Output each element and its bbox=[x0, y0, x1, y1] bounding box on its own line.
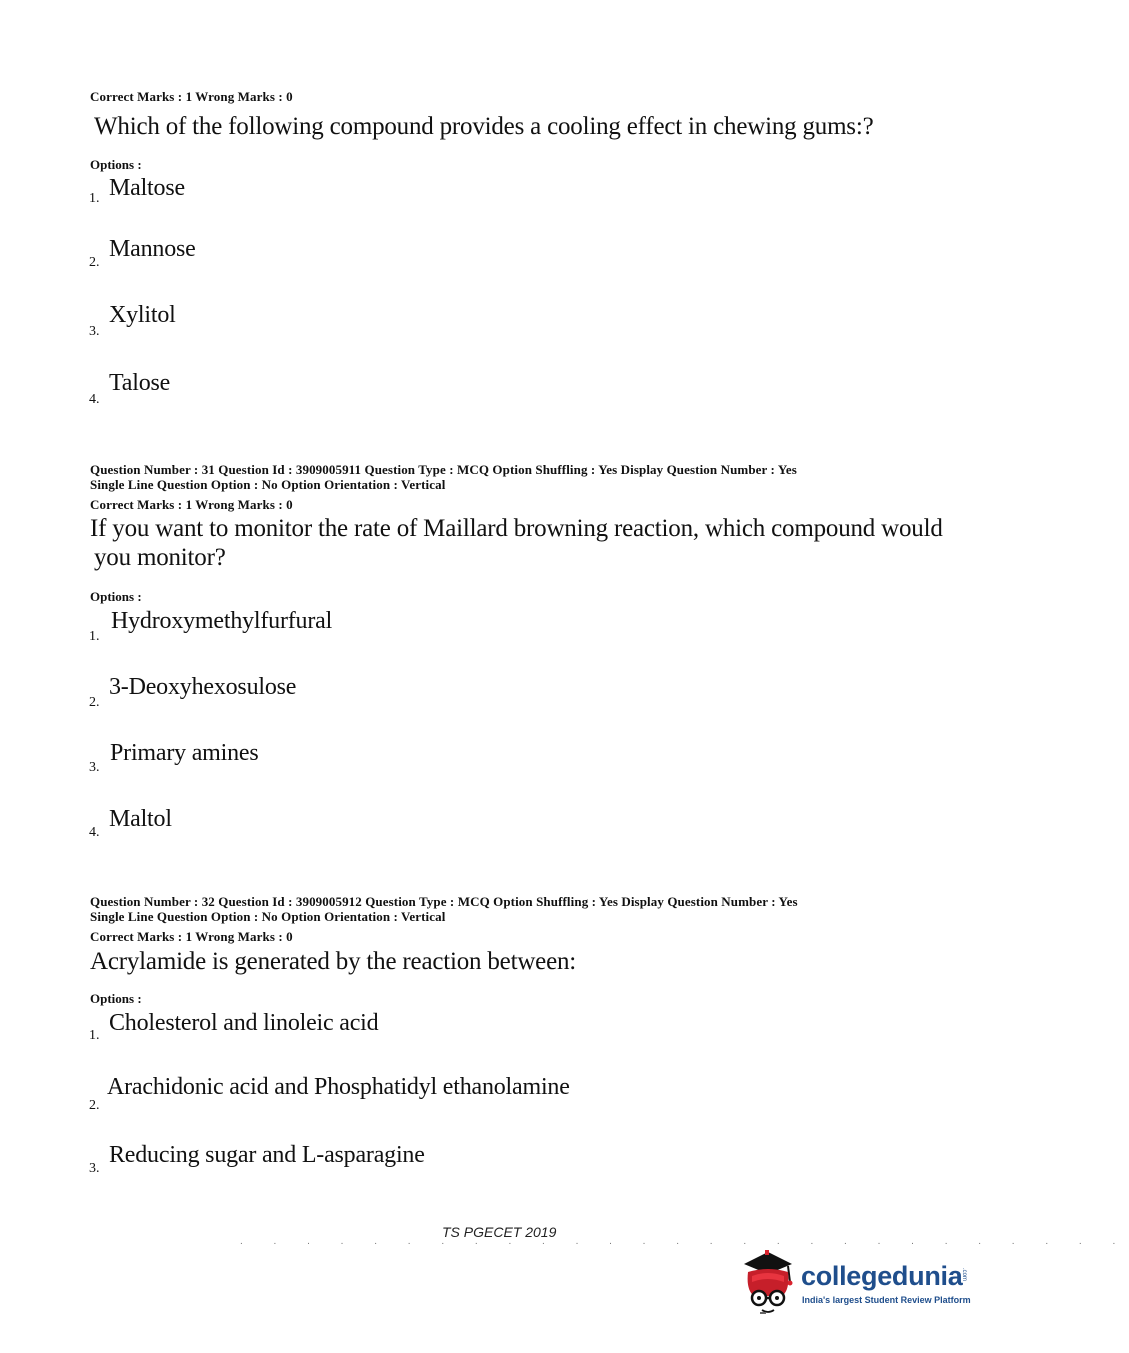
q32-marks: Correct Marks : 1 Wrong Marks : 0 bbox=[90, 929, 293, 944]
q31-option-number: 2. bbox=[89, 695, 100, 710]
q32-options-label: Options : bbox=[90, 991, 142, 1006]
q30-options-label: Options : bbox=[90, 157, 142, 172]
q30-option-text: Mannose bbox=[109, 236, 196, 262]
q30-question-text: Which of the following compound provides a cooling effect in chewing gums:? bbox=[94, 113, 874, 140]
q31-option-text: Primary amines bbox=[110, 740, 259, 766]
q32-question-text: Acrylamide is generated by the reaction between: bbox=[90, 948, 577, 975]
q31-option-text: 3-Deoxyhexosulose bbox=[109, 674, 297, 700]
collegedunia-logo bbox=[738, 1246, 798, 1316]
mascot-graduate-icon bbox=[738, 1246, 798, 1316]
q31-question-line1: If you want to monitor the rate of Maillard browning reaction, which compound would bbox=[90, 515, 943, 542]
q30-option-number: 4. bbox=[89, 392, 100, 407]
q31-marks: Correct Marks : 1 Wrong Marks : 0 bbox=[90, 497, 293, 512]
q32-meta-line2: Single Line Question Option : No Option Orientation : Vertical bbox=[90, 909, 446, 924]
q32-meta-line1: Question Number : 32 Question Id : 3909005912 Question Type : MCQ Option Shuffling : Yes Display Question Number : Yes bbox=[90, 894, 798, 909]
q31-option-number: 1. bbox=[89, 629, 100, 644]
q32-option-text: Reducing sugar and L-asparagine bbox=[109, 1142, 425, 1168]
q32-option-number: 1. bbox=[89, 1028, 100, 1043]
footer-exam-title: TS PGECET 2019 bbox=[442, 1224, 557, 1240]
q31-options-label: Options : bbox=[90, 589, 142, 604]
logo-underline-mark bbox=[760, 1312, 766, 1314]
q30-option-text: Talose bbox=[109, 370, 171, 396]
q31-option-text: Hydroxymethylfurfural bbox=[111, 608, 333, 634]
q32-option-number: 2. bbox=[89, 1098, 100, 1113]
q30-option-number: 2. bbox=[89, 255, 100, 270]
brand-name: collegedunia bbox=[801, 1261, 963, 1291]
q30-option-text: Xylitol bbox=[109, 302, 176, 328]
q30-marks: Correct Marks : 1 Wrong Marks : 0 bbox=[90, 89, 293, 104]
q30-option-number: 3. bbox=[89, 324, 100, 339]
brand-domain: .com bbox=[961, 1268, 967, 1282]
q32-option-number: 3. bbox=[89, 1161, 100, 1176]
q31-question-line2: you monitor? bbox=[94, 544, 226, 571]
q32-option-text: Cholesterol and linoleic acid bbox=[109, 1010, 379, 1036]
q31-meta-line1: Question Number : 31 Question Id : 3909005911 Question Type : MCQ Option Shuffling : Yes Display Question Number : Yes bbox=[90, 462, 797, 477]
brand-tagline: India's largest Student Review Platform bbox=[802, 1295, 971, 1305]
q30-option-number: 1. bbox=[89, 191, 100, 206]
q32-option-text: Arachidonic acid and Phosphatidyl ethanolamine bbox=[107, 1074, 570, 1100]
footer-dotted-rule: . . . . . . . . . . . . . . . . . . . . . . . . . . . bbox=[240, 1236, 1129, 1247]
q31-option-text: Maltol bbox=[109, 806, 172, 832]
q31-meta-line2: Single Line Question Option : No Option Orientation : Vertical bbox=[90, 477, 446, 492]
q30-option-text: Maltose bbox=[109, 175, 185, 201]
q31-option-number: 3. bbox=[89, 760, 100, 775]
q31-option-number: 4. bbox=[89, 825, 100, 840]
